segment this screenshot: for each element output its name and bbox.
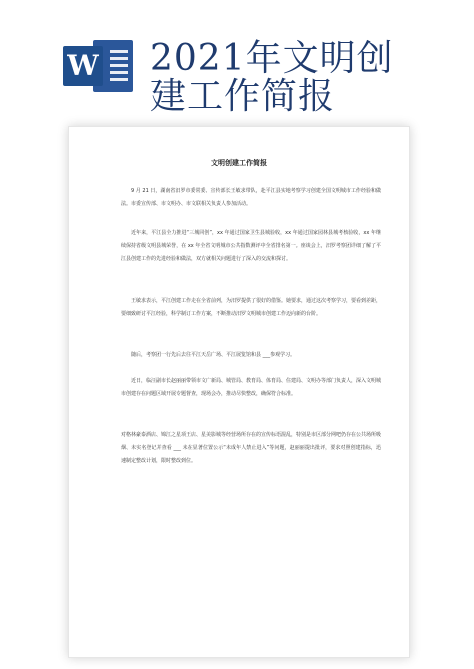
- paragraph-2: 近年来，平江县全力推进“三城同创”，xx 年通过国家卫生县城验收，xx 年通过国家园林县城考核验收，xx 年继续保持省级文明县城荣誉，在 xx 年全省文明城市公共指数测评中全省排名第一。座谈会上，汨罗考察团详细了解了平江县创建工作的先进经验和做法，双方就相关问题进行了深入的交流和探讨。: [121, 230, 381, 262]
- paragraph-5: 近日，临汪副市长赵丽丽带领市文广新局、城管局、教育局、体育局、住建局、文明办等部门负责人，深入文明城市创建存在问题区域开展专题督查，现场会办，推动尽快整改，确保符合标准。: [121, 378, 382, 397]
- page-title-line-1: 2021年文明创: [150, 38, 394, 79]
- document-page: [68, 126, 410, 658]
- paragraph-6: 对格林豪泰酒店、锦江之星项王店、星美影城等经营场所存在的宣传标语混乱，特别是市区部分网吧仍存在公共场所吸烟、未实名登记并查看 ___ 未在显著位置公示“未成年人禁止进入”等问题，赵丽丽提出批评，要求对照创建指标，迅速制定整改计划，限时整改到位。: [121, 432, 382, 464]
- paragraph-3: 王敏求表示，平江创建工作走在全省前列，为汨罗提供了很好的借鉴。她要求，通过这次考察学习，要看到差距，要细致研讨平江经验，科学制订工作方案，不断推动汨罗文明城市创建工作迈向新的台阶。: [121, 298, 382, 317]
- word-icon: [63, 40, 135, 92]
- document-title: 文明创建工作简报: [211, 159, 267, 167]
- paragraph-1: 9 月 21 日，湖南省汨罗市委常委、宣传部长王敏求带队，赴平江县实地考察学习创建全国文明城市工作经验和做法。市委宣传部、市文明办、市文联相关负责人参加活动。: [121, 188, 381, 207]
- page-title-line-2: 建工作简报: [150, 76, 336, 117]
- paragraph-4: 随后，考察团一行先后去往平江天岳广场、平江展览馆和县 ___参观学习。: [131, 352, 296, 358]
- word-letter-badge: W: [63, 46, 103, 86]
- header: [0, 0, 474, 117]
